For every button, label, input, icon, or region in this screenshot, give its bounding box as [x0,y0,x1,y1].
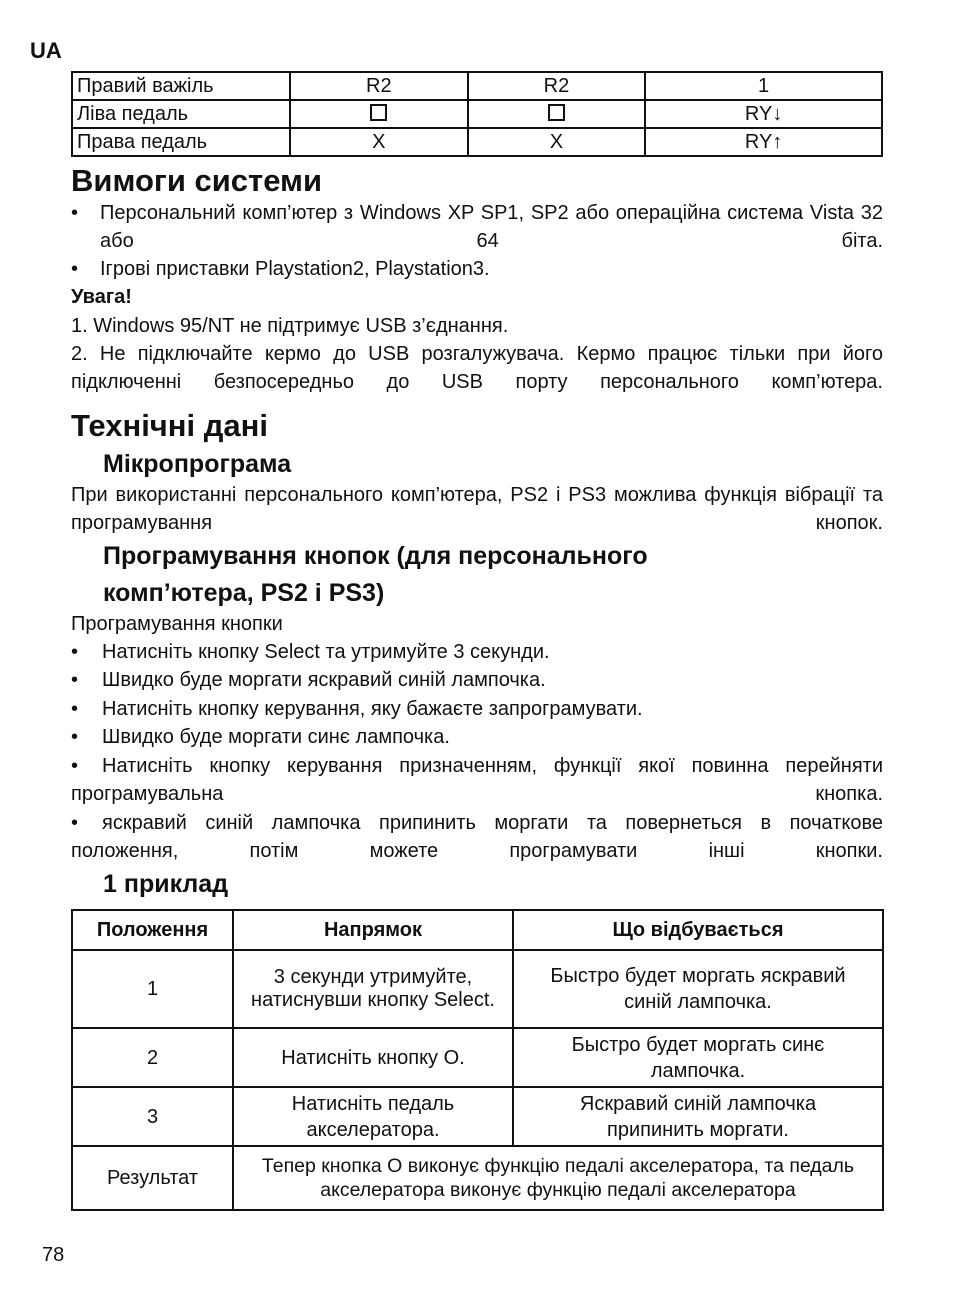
table-row [72,1028,883,1087]
list-item-text: Швидко буде моргати яскравий синій лампочка. [102,669,546,691]
bullet: • [71,755,79,777]
cell: 1 [645,72,882,100]
row-label: Ліва педаль [72,100,290,128]
list-item [71,666,883,694]
cell-result-label: Результат [72,1146,233,1210]
list-item-text: Персональний комп’ютер з Windows XP SP1, SP2 або операційна система Vista 32 або 64 біта. [100,202,883,252]
cell [290,100,468,128]
list-item [71,255,883,283]
table-row [72,1087,883,1146]
cell: X [290,128,468,156]
example-table [71,909,884,1211]
cell: R2 [290,72,468,100]
column-header: Положення [72,910,233,950]
button-mapping-table [71,71,883,157]
subsection-title-programming-line2: комп’ютера, PS2 і PS3) [103,579,385,607]
bullet: • [71,726,79,748]
bullet: • [71,698,79,720]
row-label: Правий важіль [72,72,290,100]
cell-result: Быстро будет моргать синє лампочка. [513,1028,883,1087]
table-row [72,100,882,128]
list-item-text: яскравий синій лампочка припинить моргати та повернеться в початкове положення, потім можете програмувати інші кнопки. [71,812,883,862]
column-header: Що відбувається [513,910,883,950]
square-button-icon [548,104,565,121]
subsection-title-firmware: Мікропрограма [103,450,292,478]
example-title: 1 приклад [103,870,229,898]
square-button-icon [370,104,387,121]
list-item [71,723,883,751]
warning-text: 2. Не підключайте кермо до USB розгалужувача. Кермо працює тільки при його підключенні безпосередньо до USB порту персонального комп’ютера. [71,343,883,393]
list-item [71,809,883,865]
cell-position: 3 [72,1087,233,1146]
warning-title: Увага! [71,286,132,308]
bullet: • [71,258,79,280]
bullet: • [71,202,79,224]
list-item [71,638,883,666]
page-number: 78 [42,1244,65,1266]
cell: RY↓ [645,100,882,128]
cell-result: Яскравий синій лампочка припинить моргати. [513,1087,883,1146]
section-title-system-requirements: Вимоги системи [71,163,323,198]
table-header-row [72,910,883,950]
list-item [71,695,883,723]
programming-subtitle: Програмування кнопки [71,613,283,635]
table-row-result [72,1146,883,1210]
list-item [71,752,883,808]
cell: RY↑ [645,128,882,156]
bullet: • [71,669,79,691]
cell-position: 1 [72,950,233,1028]
subsection-title-programming: Програмування кнопок (для персонального [103,542,648,570]
firmware-text: При використанні персонального комп’ютера, PS2 і PS3 можлива функція вібрації та програмування кнопок. [71,484,883,534]
bullet: • [71,641,79,663]
list-item-text: Ігрові приставки Playstation2, Playstation3. [100,258,490,280]
cell: X [468,128,646,156]
cell-result: Быстро будет моргать яскравий синій лампочка. [513,950,883,1028]
table-row [72,128,882,156]
cell-direction: Натисніть кнопку О. [233,1028,513,1087]
column-header: Напрямок [233,910,513,950]
row-label: Права педаль [72,128,290,156]
list-item-text: Натисніть кнопку Select та утримуйте 3 секунди. [102,641,550,663]
list-item-text: Натисніть кнопку керування призначенням, функції якої повинна перейняти програмувальна кнопка. [71,755,883,805]
table-row [72,72,882,100]
cell: R2 [468,72,646,100]
warning-text: 1. Windows 95/NT не підтримує USB з’єднання. [71,315,509,337]
cell-position: 2 [72,1028,233,1087]
table-row [72,950,883,1028]
list-item [71,199,883,255]
cell-result-text: Тепер кнопка О виконує функцію педалі акселератора, та педаль акселератора виконує функцію педалі акселератора [233,1146,883,1210]
cell-direction: 3 секунди утримуйте, натиснувши кнопку Select. [233,950,513,1028]
cell [468,100,646,128]
bullet: • [71,812,79,834]
list-item-text: Швидко буде моргати синє лампочка. [102,726,450,748]
list-item-text: Натисніть кнопку керування, яку бажаєте запрограмувати. [102,698,643,720]
language-tag: UA [30,38,62,63]
cell-direction: Натисніть педаль акселератора. [233,1087,513,1146]
section-title-tech-data: Технічні дані [71,408,269,443]
